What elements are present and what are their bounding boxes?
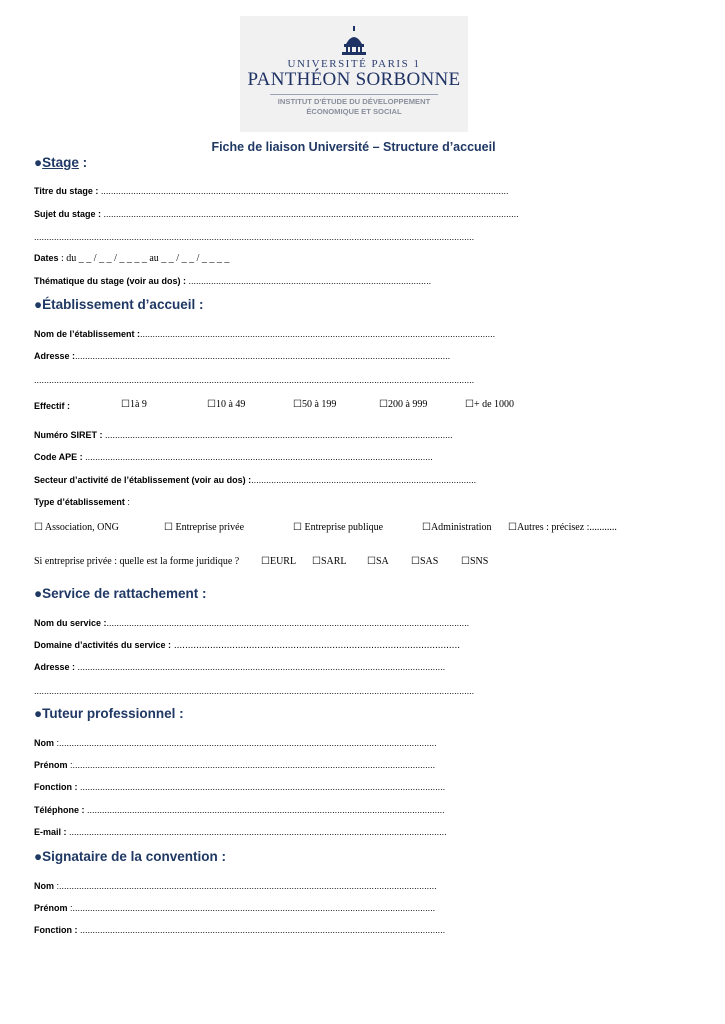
field-label: Thématique du stage (voir au dos) :	[34, 276, 187, 286]
fill-dots: :.................................................................................................................................................	[67, 760, 436, 770]
section-etablissement-heading: ●Établissement d’accueil :	[34, 297, 204, 312]
fill-dots: ...........................................................................................................................................	[102, 430, 453, 440]
bullet: ●	[34, 155, 43, 170]
field-adresse-service-continuation[interactable]	[34, 685, 474, 697]
checkbox-forme-sas[interactable]: ☐SAS	[411, 556, 439, 567]
logo-divider	[270, 94, 438, 95]
field-label: Dates	[34, 253, 59, 263]
label-suffix: :	[124, 497, 130, 507]
type-etablissement-label	[34, 496, 130, 508]
field-label: Effectif :	[34, 401, 70, 411]
logo-institute-line1: INSTITUT D'ÉTUDE DU DÉVELOPPEMENT	[277, 97, 431, 106]
section-tuteur-heading: ●Tuteur professionnel :	[34, 706, 184, 721]
checkbox-forme-sns[interactable]: ☐SNS	[461, 556, 489, 567]
fill-dots: .......................................................................................................................................................	[66, 827, 447, 837]
fill-dots: .................................................................................................................................................	[106, 618, 470, 628]
logo-institute-line2: ÉCONOMIQUE ET SOCIAL	[306, 107, 402, 116]
field-adresse-continuation[interactable]	[34, 374, 474, 386]
field-sujet-continuation[interactable]	[34, 231, 474, 243]
fill-dots: ..................................................................................................................................................	[77, 782, 446, 792]
checkbox-type-association[interactable]: ☐ Association, ONG	[34, 522, 119, 533]
field-siret[interactable]	[34, 429, 453, 441]
fill-dots: ..................................................................................................................................................	[77, 925, 446, 935]
fill-dots: ..............................................................................................................................................	[140, 329, 496, 339]
field-label: Sujet du stage :	[34, 209, 102, 219]
field-label: Adresse :	[34, 351, 76, 361]
field-label: Nom	[34, 881, 54, 891]
field-label: Adresse :	[34, 662, 76, 672]
field-label: Secteur d’activité de l’établissement (voir au dos) :	[34, 475, 252, 485]
field-label: Code APE :	[34, 452, 83, 462]
field-signataire-prenom[interactable]	[34, 902, 435, 914]
field-label: Numéro SIRET :	[34, 430, 103, 440]
fill-dots: ...............................................................................................................................................	[84, 805, 445, 815]
field-label: Nom	[34, 738, 54, 748]
stage-heading-suffix: :	[78, 155, 88, 170]
field-label: Prénom	[34, 760, 68, 770]
fill-dots: ................................................................................................................................................................................	[34, 232, 475, 242]
checkbox-type-autres[interactable]: ☐Autres : précisez :...........	[508, 522, 617, 533]
field-label: Téléphone :	[34, 805, 85, 815]
field-label: Nom de l’établissement :	[34, 329, 141, 339]
checkbox-forme-sarl[interactable]: ☐SARL	[312, 556, 347, 567]
checkbox-forme-eurl[interactable]: ☐EURL	[261, 556, 297, 567]
field-label: Domaine d’activités du service :	[34, 640, 172, 650]
fill-dots: ..........................................................................................	[251, 475, 477, 485]
fill-dots: ................................................................................................................................................................................	[34, 686, 475, 696]
field-tuteur-prenom[interactable]	[34, 759, 435, 771]
checkbox-effectif-10-49[interactable]: ☐10 à 49	[207, 399, 246, 410]
field-secteur[interactable]	[34, 474, 476, 486]
checkbox-type-entreprise-publique[interactable]: ☐ Entreprise publique	[293, 522, 384, 533]
fill-dots: ................................................................................................................................................................................	[34, 375, 475, 385]
document-title: Fiche de liaison Université – Structure d’accueil	[211, 140, 496, 154]
logo-name: PANTHÉON SORBONNE	[247, 69, 461, 90]
field-nom-etablissement[interactable]	[34, 328, 495, 340]
fill-dots: ......................................................................................................................................................	[75, 351, 451, 361]
university-logo	[240, 16, 468, 132]
field-nom-service[interactable]	[34, 617, 469, 629]
fill-dots: ...........................................................................................................................................	[82, 452, 433, 462]
checkbox-effectif-200-999[interactable]: ☐200 à 999	[379, 399, 428, 410]
fill-dots: ...................................................................................................................................................	[75, 662, 446, 672]
checkbox-forme-sa[interactable]: ☐SA	[367, 556, 389, 567]
pantheon-dome-icon	[340, 26, 368, 56]
checkbox-type-entreprise-privee[interactable]: ☐ Entreprise privée	[164, 522, 245, 533]
section-service-heading: ●Service de rattachement :	[34, 586, 207, 601]
field-label: Fonction :	[34, 782, 78, 792]
logo-institute	[240, 97, 468, 117]
fill-dots: :.......................................................................................................................................................	[54, 881, 437, 891]
field-label: Titre du stage :	[34, 186, 99, 196]
field-signataire-fonction[interactable]	[34, 924, 445, 936]
field-tuteur-email[interactable]	[34, 826, 447, 838]
section-signataire-heading: ●Signataire de la convention :	[34, 849, 226, 864]
field-sujet-stage[interactable]	[34, 208, 519, 220]
field-tuteur-nom[interactable]	[34, 737, 437, 749]
fill-dots: ......................................................................................................................................................................	[101, 209, 519, 219]
checkbox-effectif-1000-plus[interactable]: ☐+ de 1000	[465, 399, 515, 410]
checkbox-effectif-1-9[interactable]: ☐1à 9	[121, 399, 147, 410]
field-thematique[interactable]	[34, 275, 431, 287]
field-dates[interactable]	[34, 252, 229, 265]
field-tuteur-telephone[interactable]	[34, 804, 445, 816]
fill-dots: .................................................................................................	[186, 276, 432, 286]
checkbox-effectif-50-199[interactable]: ☐50 à 199	[293, 399, 337, 410]
field-label: Type d’établissement	[34, 497, 125, 507]
field-signataire-nom[interactable]	[34, 880, 437, 892]
forme-juridique-question: Si entreprise privée : quelle est la forme juridique ?	[34, 556, 240, 567]
fill-dots: ...................................................................................................................................................................	[98, 186, 509, 196]
field-label: E-mail :	[34, 827, 67, 837]
field-label: Nom du service :	[34, 618, 107, 628]
fill-dots: .......................................................................................................	[171, 640, 461, 651]
stage-heading-text: Stage	[42, 155, 79, 170]
field-titre-stage[interactable]	[34, 185, 508, 197]
field-tuteur-fonction[interactable]	[34, 781, 445, 793]
field-adresse-etablissement[interactable]	[34, 350, 450, 362]
effectif-label	[34, 400, 70, 412]
field-adresse-service[interactable]	[34, 661, 445, 673]
field-code-ape[interactable]	[34, 451, 433, 463]
checkbox-type-administration[interactable]: ☐Administration	[422, 522, 492, 533]
field-label: Prénom	[34, 903, 68, 913]
dates-value: : du _ _ / _ _ / _ _ _ _ au _ _ / _ _ / _ _ _ _	[58, 253, 230, 264]
fill-dots: :.................................................................................................................................................	[67, 903, 436, 913]
section-stage-heading	[34, 155, 87, 170]
logo-university: UNIVERSITÉ PARIS 1	[287, 58, 421, 70]
field-label: Fonction :	[34, 925, 78, 935]
field-domaine-service[interactable]	[34, 639, 460, 652]
fill-dots: :.......................................................................................................................................................	[54, 738, 437, 748]
